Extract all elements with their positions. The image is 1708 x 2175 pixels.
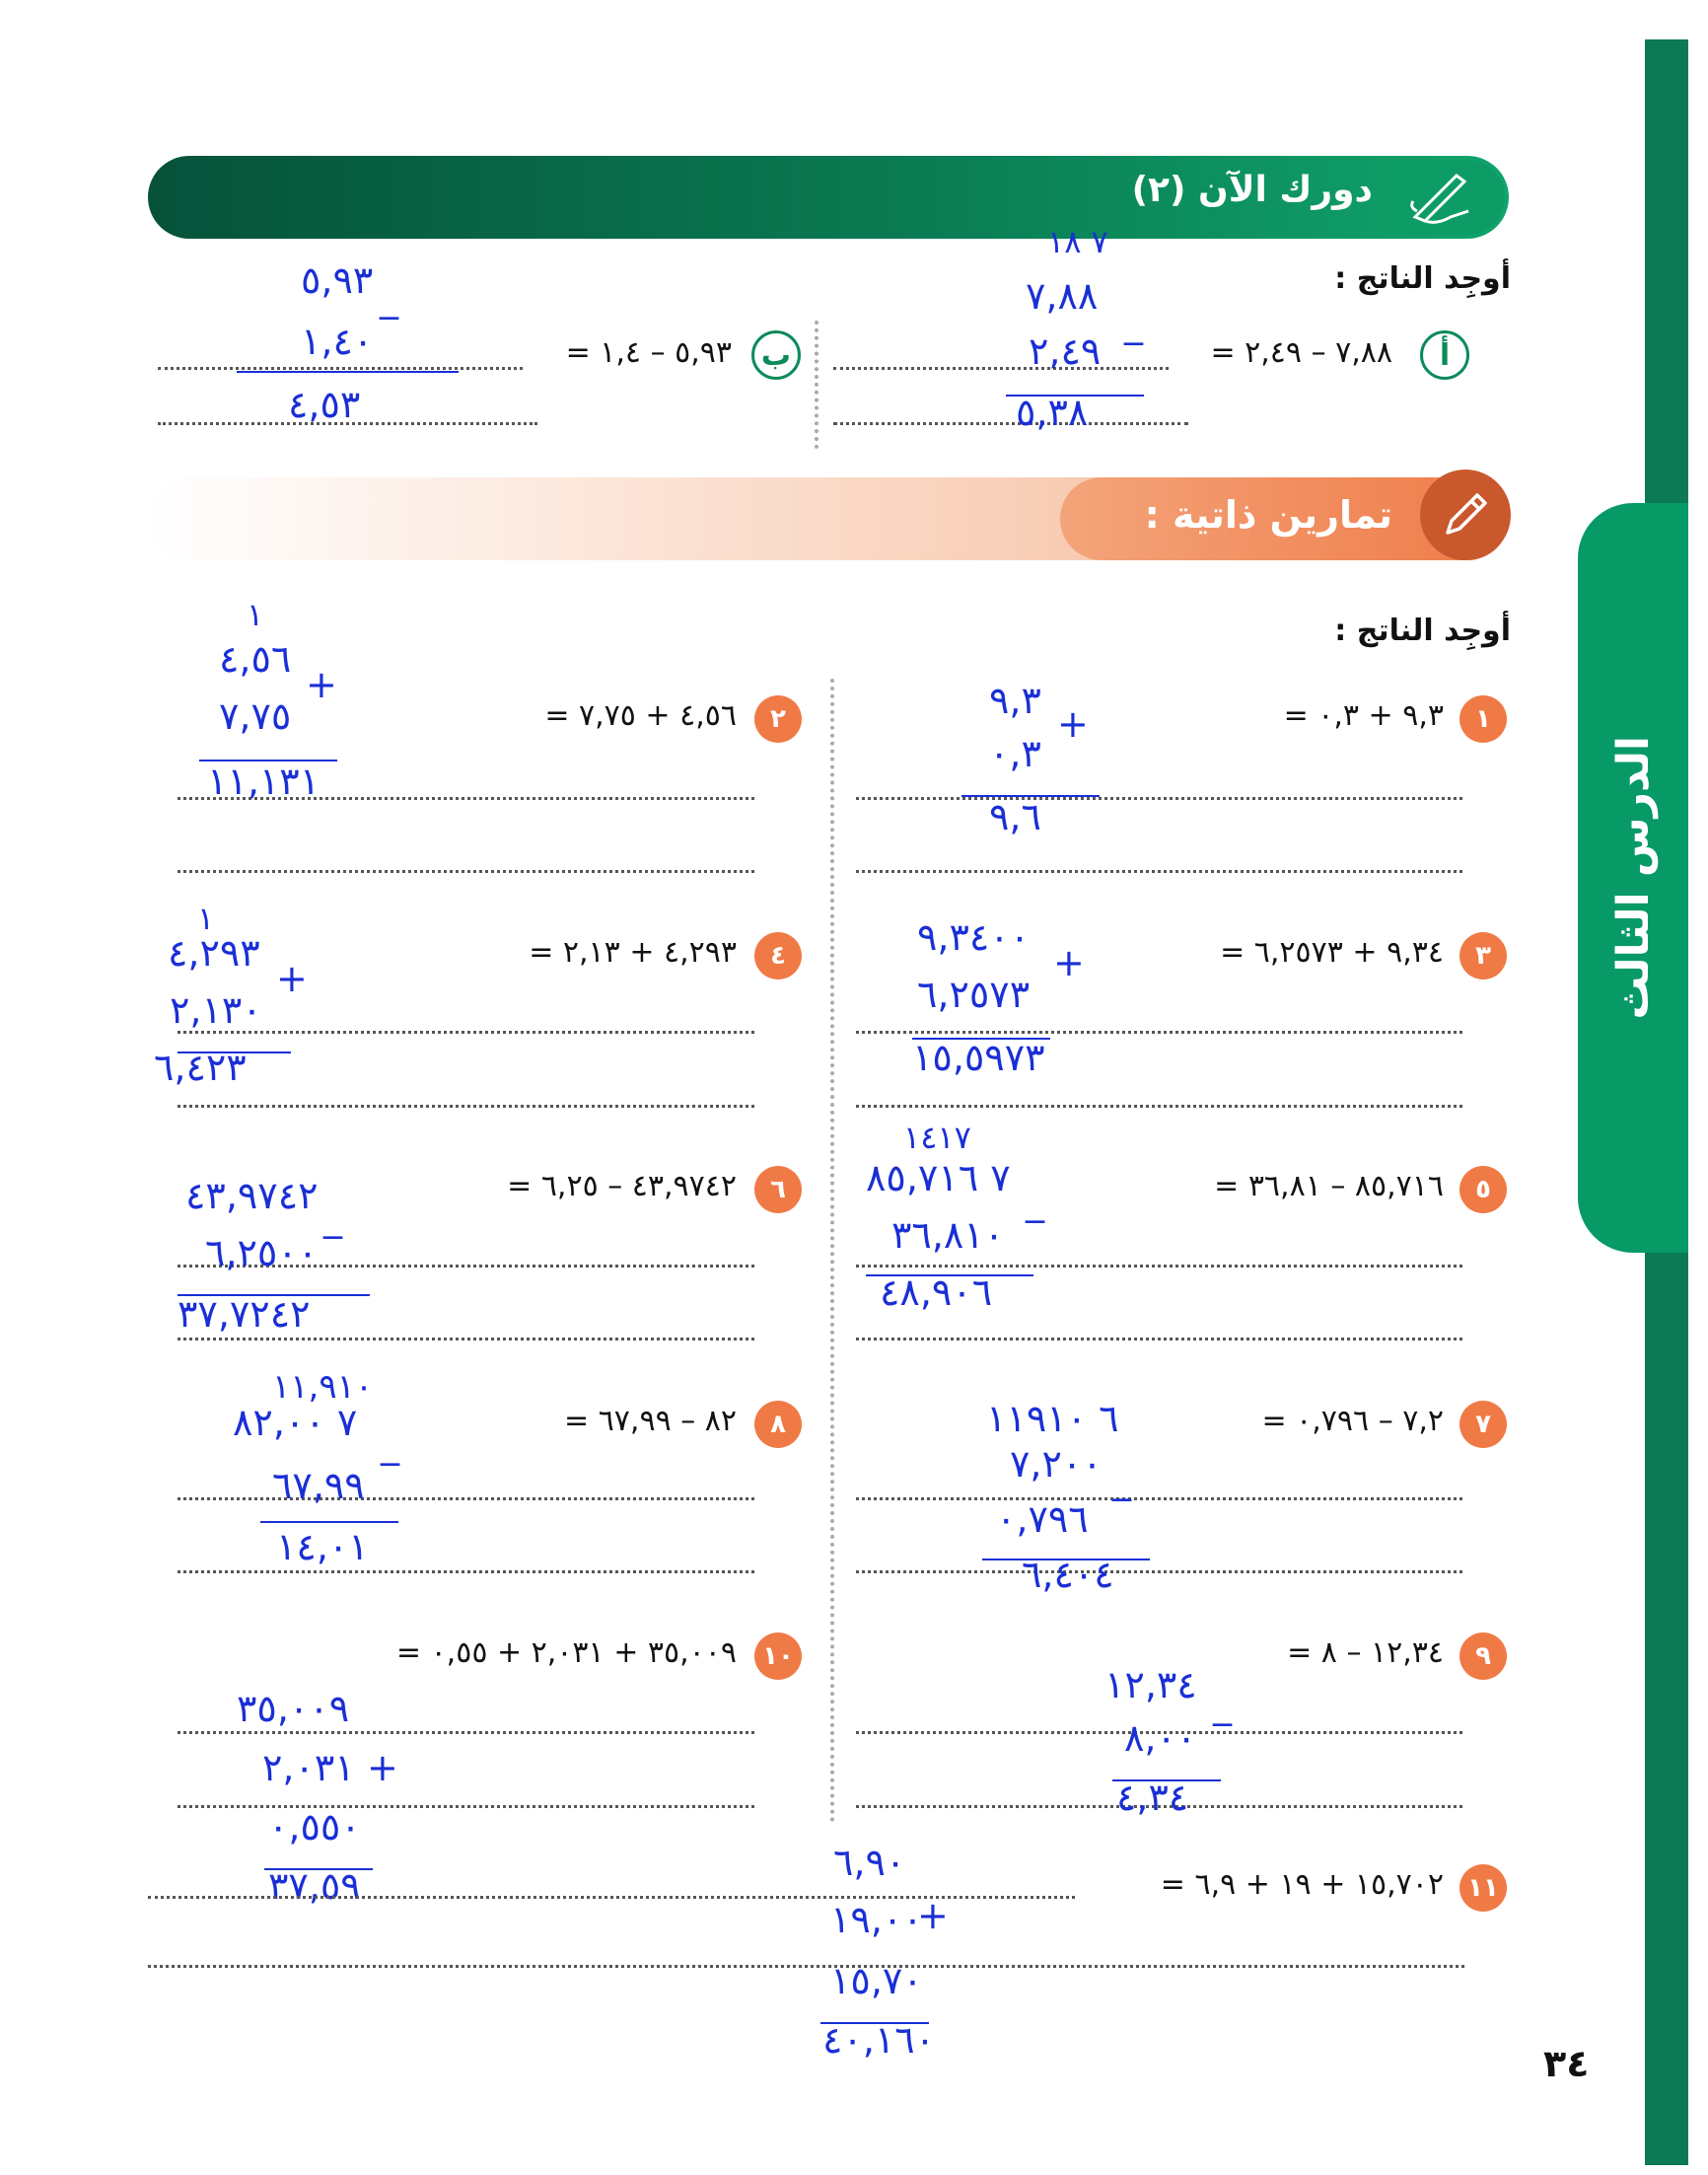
exercise-number: ٩ (1459, 1632, 1507, 1680)
exercise-expression: ٨٥,٧١٦ – ٣٦,٨١ = (1214, 1169, 1444, 1203)
answer-line (856, 870, 1462, 873)
answer-line (833, 422, 1188, 425)
exercise-number: ٢ (754, 695, 802, 743)
answer-line (178, 1570, 754, 1573)
now-expression-a: ٧,٨٨ – ٢,٤٩ = (1210, 335, 1392, 370)
answer-line (178, 870, 754, 873)
answer-line (178, 1497, 754, 1500)
exercise-number: ٣ (1459, 932, 1507, 979)
hw-e1-result: ٩,٦ (989, 795, 1041, 838)
self-instruction: أوجِد الناتج : (1334, 614, 1511, 648)
hw-plus: + (1057, 702, 1089, 746)
hw-plus: + (306, 663, 337, 706)
exercise-expression: ٤,٢٩٣ + ٢,١٣ = (529, 935, 737, 970)
now-expression-b: ٥,٩٣ – ١,٤ = (565, 335, 732, 370)
answer-line (856, 1497, 1462, 1500)
exercise-number: ١٠ (754, 1632, 802, 1680)
answer-line (856, 1570, 1462, 1573)
hw-plus: + (1053, 941, 1085, 984)
hw-e2-line1: ٤,٥٦ (219, 637, 292, 681)
hw-e5-line1: ٧ ٨٥,٧١٦ (866, 1156, 1011, 1199)
hw-e5-carry: ١٤١٧ (903, 1119, 971, 1156)
answer-line (178, 1031, 754, 1034)
hw-e4-line1: ٤,٢٩٣ (168, 931, 260, 975)
hw-e2-line2: ٧,٧٥ (219, 694, 292, 738)
label-a: أ (1420, 330, 1469, 380)
exercise-expression: ١٥,٧٠٢ + ١٩ + ٦,٩ = (1160, 1867, 1444, 1902)
hw-e11-line2: ١٩,٠٠ (830, 1898, 923, 1941)
lesson-tab-label: الدرس الثالث (1607, 736, 1659, 1020)
answer-line (148, 1965, 1464, 1968)
answer-line (178, 1731, 754, 1734)
hw-minus: _ (323, 1196, 342, 1239)
lesson-tab-label-box (1578, 503, 1688, 1253)
hw-e7-result: ٦,٤٠٤ (1022, 1553, 1114, 1596)
hw-minus: _ (381, 1422, 399, 1466)
hw-e9-line2: ٨,٠٠ (1124, 1716, 1197, 1760)
hw-rule (237, 371, 459, 373)
hw-e8-line1: ٧ ٨٢,٠٠ (233, 1401, 358, 1444)
writing-hand-icon (1379, 160, 1505, 235)
hw-e5-result: ٤٨,٩٠٦ (880, 1270, 993, 1314)
self-section-title: تمارين ذاتية : (1144, 493, 1392, 537)
hw-e4-result: ٦,٤٢٣ (154, 1046, 247, 1089)
pencil-icon (1420, 470, 1511, 560)
hw-e10-line2: ٢,٠٣١ (262, 1746, 355, 1789)
hw-e4-line2: ٢,١٣٠ (170, 988, 262, 1032)
exercise-number: ٨ (754, 1401, 802, 1448)
hw-a-line1: ٧,٨٨ (1026, 274, 1099, 318)
hw-b-line2: ١,٤٠ (301, 320, 374, 363)
hw-e4-carry: ١ (197, 900, 215, 937)
hw-e7-carry: ٦ ١١٩١٠ (986, 1397, 1119, 1440)
column-divider (815, 321, 818, 449)
answer-line (856, 1105, 1462, 1108)
hw-e3-result: ١٥,٥٩٧٣ (912, 1036, 1045, 1079)
answer-line (856, 797, 1462, 800)
answer-line (856, 1338, 1462, 1341)
answer-line (856, 1031, 1462, 1034)
hw-e7-line1: ٧,٢٠٠ (1010, 1442, 1103, 1486)
hw-e11-line1: ٦,٩٠ (833, 1841, 906, 1884)
exercise-expression: ٧,٢ – ٠,٧٩٦ = (1261, 1404, 1444, 1438)
hw-a-carry: ٧ ١٨ (1047, 223, 1108, 260)
exercise-expression: ٤٣,٩٧٤٢ – ٦,٢٥ = (507, 1169, 737, 1203)
exercise-number: ٦ (754, 1166, 802, 1213)
exercise-number: ٥ (1459, 1166, 1507, 1213)
exercise-number: ١١ (1459, 1864, 1507, 1912)
hw-e3-line1: ٩,٣٤٠٠ (917, 915, 1031, 959)
hw-plus: + (917, 1894, 949, 1937)
hw-minus: _ (1124, 302, 1143, 345)
hw-plus: + (367, 1746, 398, 1789)
exercise-number: ١ (1459, 695, 1507, 743)
label-b: ب (751, 330, 801, 380)
answer-line (178, 1805, 754, 1808)
exercise-number: ٤ (754, 932, 802, 979)
answer-line (833, 367, 1169, 370)
hw-a-result: ٥,٣٨ (1016, 391, 1089, 434)
exercise-expression: ٤,٥٦ + ٧,٧٥ = (544, 698, 737, 733)
hw-e6-line1: ٤٣,٩٧٤٢ (185, 1174, 319, 1217)
hw-rule (260, 1521, 398, 1523)
hw-e9-line1: ١٢,٣٤ (1104, 1663, 1197, 1706)
hw-a-line2: ٢,٤٩ (1029, 329, 1102, 373)
exercise-expression: ٩,٣٤ + ٦,٢٥٧٣ = (1220, 935, 1444, 970)
hw-e6-result: ٣٧,٧٢٤٢ (178, 1292, 311, 1336)
hw-e11-line3: ١٥,٧٠ (830, 1959, 923, 2002)
hw-minus: _ (1213, 1683, 1232, 1726)
hw-minus: _ (1112, 1458, 1131, 1501)
hw-e8-result: ١٤,٠١ (276, 1525, 369, 1568)
hw-e10-line1: ٣٥,٠٠٩ (237, 1687, 350, 1730)
hw-plus: + (276, 957, 308, 1000)
answer-line (158, 367, 523, 370)
now-instruction: أوجِد الناتج : (1334, 261, 1511, 296)
hw-e1-line1: ٩,٣ (989, 679, 1041, 722)
answer-line (178, 1105, 754, 1108)
hw-e10-result: ٣٧,٥٩ (268, 1864, 361, 1908)
exercise-expression: ١٢,٣٤ – ٨ = (1287, 1635, 1444, 1670)
hw-b-result: ٤,٥٣ (288, 383, 361, 426)
page-number: ٣٤ (1543, 2042, 1590, 2085)
hw-e6-line2: ٦,٢٥٠٠ (205, 1231, 319, 1274)
exercise-expression: ٨٢ – ٦٧,٩٩ = (564, 1404, 737, 1438)
exercise-expression: ٣٥,٠٠٩ + ٢,٠٣١ + ٠,٥٥ = (395, 1635, 737, 1670)
column-divider (830, 679, 834, 1823)
hw-e10-line3: ٠,٥٥٠ (268, 1805, 361, 1849)
exercise-number: ٧ (1459, 1401, 1507, 1448)
exercise-expression: ٩,٣ + ٠,٣ = (1283, 698, 1444, 733)
hw-e3-line2: ٦,٢٥٧٣ (917, 973, 1031, 1016)
hw-e1-line2: ٠,٣ (989, 732, 1041, 775)
hw-e8-line2: ٦٧,٩٩ (272, 1464, 365, 1507)
answer-line (856, 1265, 1462, 1268)
hw-b-line1: ٥,٩٣ (301, 258, 374, 302)
hw-e5-line2: ٣٦,٨١٠ (891, 1213, 1005, 1257)
hw-e2-carry: ١ (247, 596, 264, 633)
hw-minus: _ (380, 276, 398, 320)
hw-minus: _ (1026, 1180, 1044, 1223)
now-section-title: دورك الآن (٢) (1131, 170, 1373, 210)
answer-line (178, 1338, 754, 1341)
hw-e9-result: ٤,٣٤ (1116, 1776, 1189, 1819)
hw-e7-line2: ٠,٧٩٦ (996, 1497, 1089, 1541)
hw-e11-result: ٤٠,١٦٠ (822, 2018, 936, 2062)
hw-e8-carry: ١١,٩١٠ (272, 1367, 374, 1407)
hw-e2-result: ١١,١٣١ (207, 760, 320, 803)
